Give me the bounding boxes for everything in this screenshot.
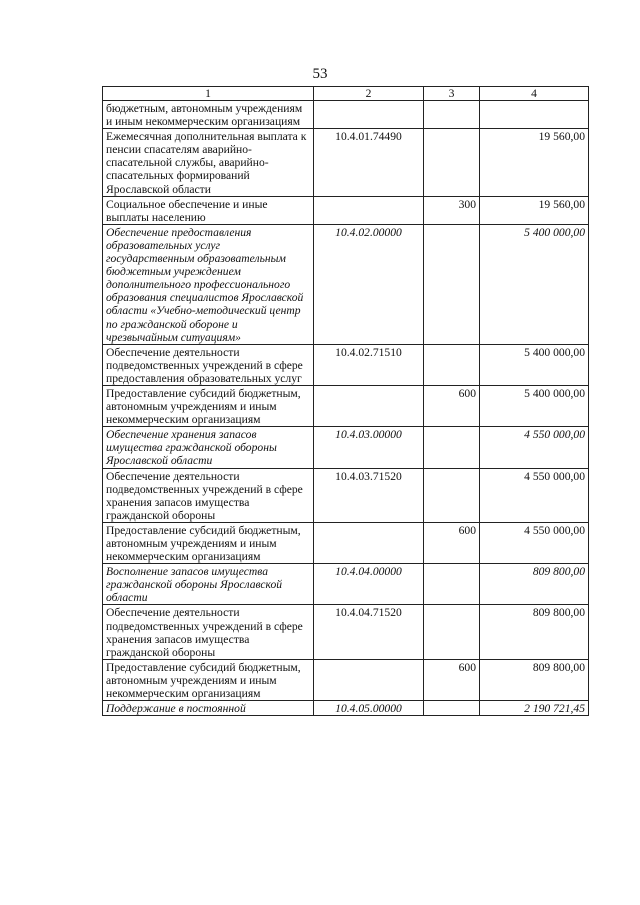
item-sum: 19 560,00 (480, 129, 589, 196)
item-sum (480, 101, 589, 129)
item-sum: 19 560,00 (480, 196, 589, 224)
item-name: Предоставление субсидий бюджетным, автономным учреждениям и иным некоммерческим организациям (103, 522, 314, 563)
table-row (103, 129, 589, 196)
expense-type: 600 (424, 385, 480, 426)
item-sum: 4 550 000,00 (480, 522, 589, 563)
table-row (103, 196, 589, 224)
item-code (314, 659, 424, 700)
item-name: Ежемесячная дополнительная выплата к пенсии спасателям аварийно-спасательной службы, аварийно-спасательных формирований Ярославской области (103, 129, 314, 196)
item-sum: 4 550 000,00 (480, 468, 589, 522)
item-name: Обеспечение хранения запасов имущества гражданской обороны Ярославской области (103, 427, 314, 468)
item-code: 10.4.02.71510 (314, 344, 424, 385)
table-row (103, 605, 589, 659)
expense-type (424, 701, 480, 716)
item-name: Предоставление субсидий бюджетным, автономным учреждениям и иным некоммерческим организациям (103, 659, 314, 700)
item-name: Социальное обеспечение и иные выплаты населению (103, 196, 314, 224)
column-header-1: 1 (103, 87, 314, 101)
budget-table (102, 86, 589, 716)
expense-type (424, 468, 480, 522)
item-name: Обеспечение предоставления образовательных услуг государственным образовательным бюджетным учреждением дополнительного профессионального образования специалистов Ярославской области «Учебно-методический центр по гражданской обороне и чрезвычайным ситуациям» (103, 224, 314, 344)
expense-type (424, 427, 480, 468)
table-row (103, 564, 589, 605)
item-code (314, 385, 424, 426)
column-header-4: 4 (480, 87, 589, 101)
item-sum: 809 800,00 (480, 605, 589, 659)
item-code (314, 522, 424, 563)
item-sum: 5 400 000,00 (480, 344, 589, 385)
column-header-3: 3 (424, 87, 480, 101)
table-header (103, 87, 589, 101)
item-code: 10.4.02.00000 (314, 224, 424, 344)
item-sum: 4 550 000,00 (480, 427, 589, 468)
table-body (103, 101, 589, 716)
item-name: Обеспечение деятельности подведомственных учреждений в сфере хранения запасов имущества гражданской обороны (103, 468, 314, 522)
item-sum: 809 800,00 (480, 564, 589, 605)
item-code: 10.4.04.71520 (314, 605, 424, 659)
item-code: 10.4.04.00000 (314, 564, 424, 605)
item-sum: 5 400 000,00 (480, 385, 589, 426)
expense-type (424, 224, 480, 344)
item-sum: 5 400 000,00 (480, 224, 589, 344)
item-sum: 2 190 721,45 (480, 701, 589, 716)
item-name: Предоставление субсидий бюджетным, автономным учреждениям и иным некоммерческим организациям (103, 385, 314, 426)
expense-type: 600 (424, 522, 480, 563)
item-code: 10.4.05.00000 (314, 701, 424, 716)
expense-type (424, 101, 480, 129)
item-sum: 809 800,00 (480, 659, 589, 700)
expense-type: 600 (424, 659, 480, 700)
item-name: Обеспечение деятельности подведомственных учреждений в сфере предоставления образовательных услуг (103, 344, 314, 385)
expense-type (424, 344, 480, 385)
table-row (103, 224, 589, 344)
item-name: Восполнение запасов имущества гражданской обороны Ярославской области (103, 564, 314, 605)
expense-type (424, 129, 480, 196)
expense-type (424, 564, 480, 605)
item-name: Поддержание в постоянной (103, 701, 314, 716)
expense-type: 300 (424, 196, 480, 224)
item-code: 10.4.03.71520 (314, 468, 424, 522)
header-row (103, 87, 589, 101)
table-row (103, 344, 589, 385)
table-row (103, 701, 589, 716)
expense-type (424, 605, 480, 659)
table-row (103, 522, 589, 563)
item-code: 10.4.01.74490 (314, 129, 424, 196)
table-row (103, 659, 589, 700)
table-row (103, 101, 589, 129)
item-code (314, 101, 424, 129)
item-name: Обеспечение деятельности подведомственных учреждений в сфере хранения запасов имущества гражданской обороны (103, 605, 314, 659)
item-code: 10.4.03.00000 (314, 427, 424, 468)
item-code (314, 196, 424, 224)
column-header-2: 2 (314, 87, 424, 101)
table-row (103, 385, 589, 426)
item-name: бюджетным, автономным учреждениям и иным некоммерческим организациям (103, 101, 314, 129)
table-row (103, 427, 589, 468)
table-row (103, 468, 589, 522)
page-number: 53 (312, 66, 328, 82)
